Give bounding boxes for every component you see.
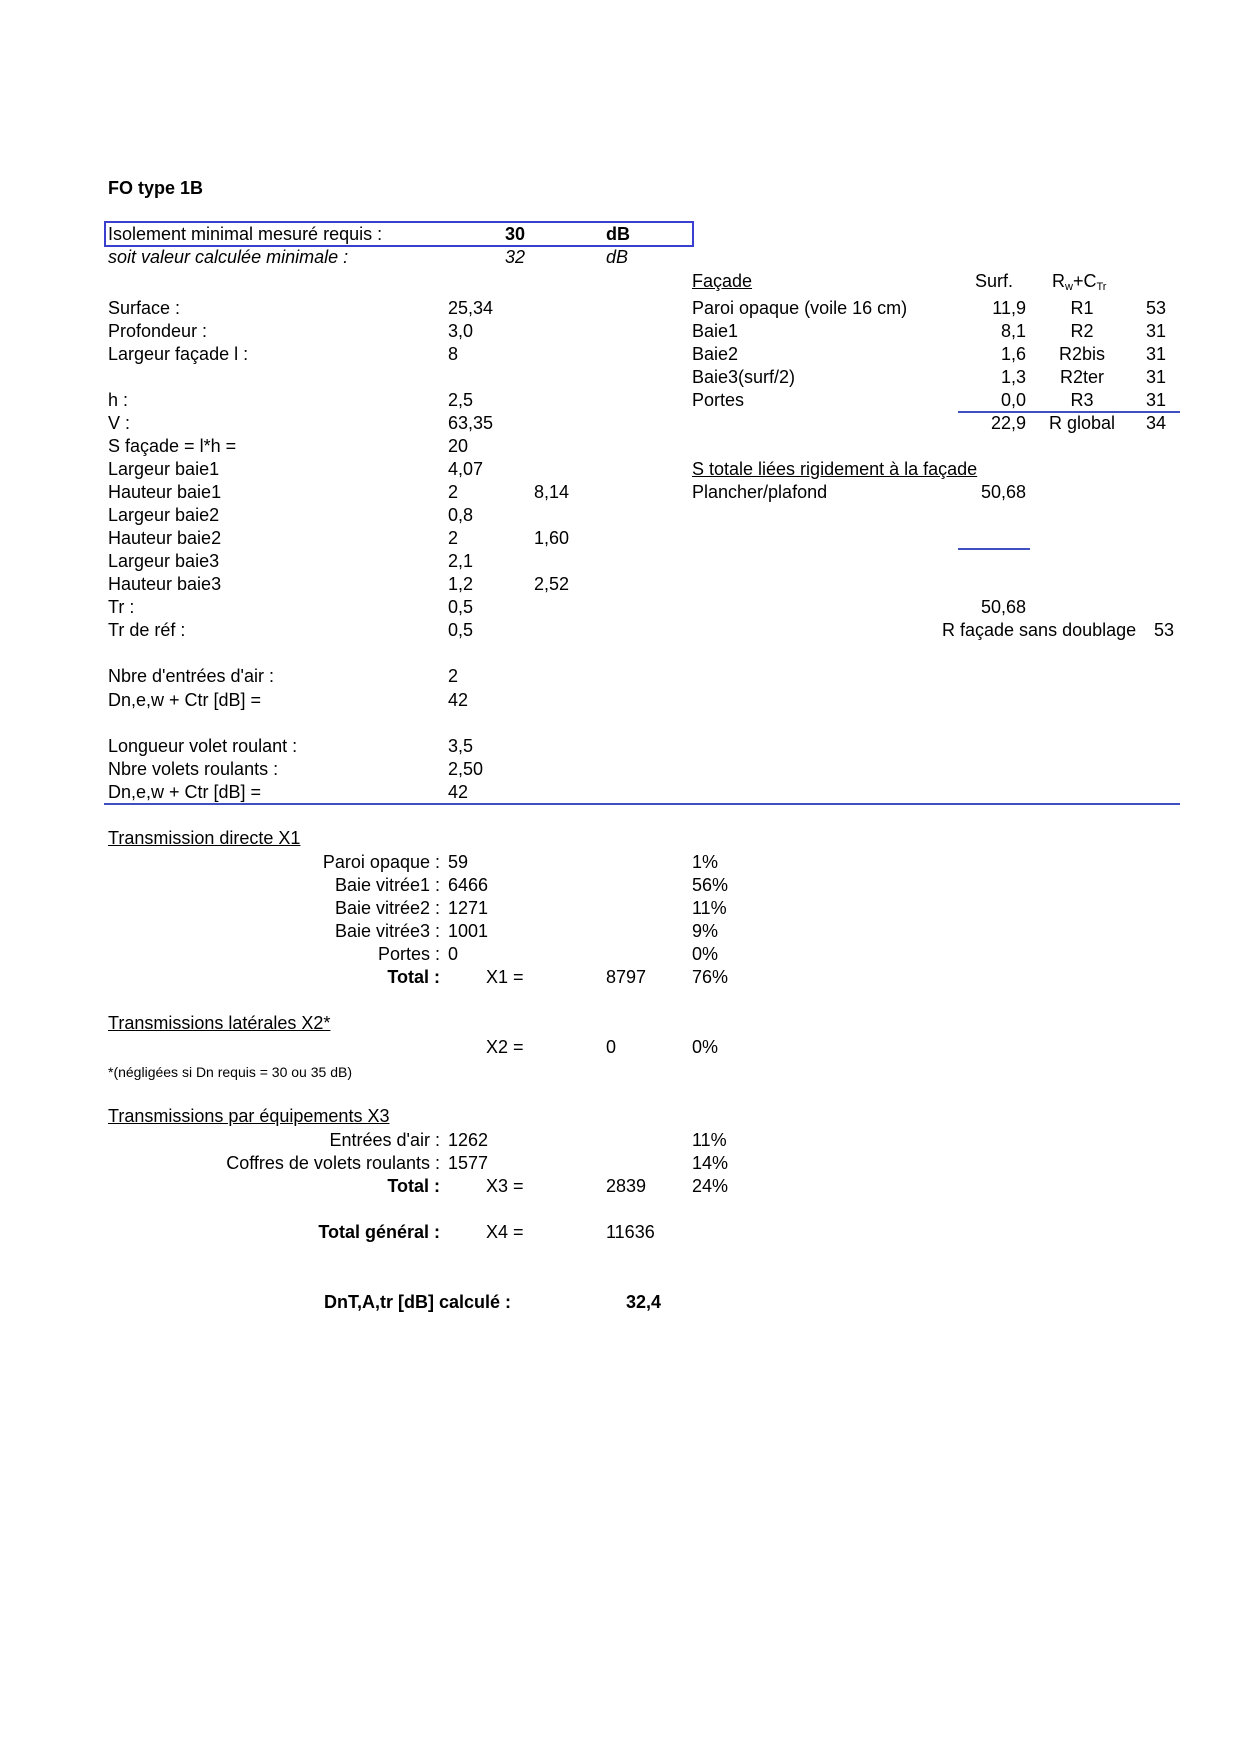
param-value: 20 xyxy=(448,436,469,456)
rigid-row-value: 50,68 xyxy=(980,482,1026,502)
facade-row-ref: R2 xyxy=(1070,321,1094,341)
section-divider xyxy=(104,803,1180,805)
param-label: Nbre volets roulants : xyxy=(108,759,279,779)
x2-value: 0 xyxy=(606,1037,617,1057)
x4-label: Total général : xyxy=(318,1222,440,1242)
facade-total-label: R global xyxy=(1048,413,1116,433)
param-label: V : xyxy=(108,413,131,433)
param-value: 0,5 xyxy=(448,620,474,640)
facade-row-name: Baie2 xyxy=(692,344,739,364)
x1-row-pct: 11% xyxy=(692,898,727,918)
param-extra: 2,52 xyxy=(534,574,570,594)
param-label: Hauteur baie1 xyxy=(108,482,222,502)
x1-row-pct: 56% xyxy=(692,875,729,895)
requirement-value: 30 xyxy=(504,224,526,244)
x1-pct: 76% xyxy=(692,967,729,987)
x1-row-value: 1001 xyxy=(448,921,489,941)
param-value: 4,07 xyxy=(448,459,484,479)
param-label: Largeur façade l : xyxy=(108,344,249,364)
x1-total: 8797 xyxy=(606,967,647,987)
x1-row-pct: 9% xyxy=(692,921,719,941)
param-label: Tr de réf : xyxy=(108,620,186,640)
facade-row-surf: 1,6 xyxy=(1000,344,1026,364)
x3-row-value: 1577 xyxy=(448,1153,489,1173)
x1-row-pct: 0% xyxy=(692,944,719,964)
facade-row-ref: R3 xyxy=(1070,390,1094,410)
x1-row-value: 6466 xyxy=(448,875,489,895)
calc-min-label: soit valeur calculée minimale : xyxy=(108,247,349,267)
x3-row-value: 1262 xyxy=(448,1130,489,1150)
param-value: 63,35 xyxy=(448,413,494,433)
param-label: Profondeur : xyxy=(108,321,208,341)
r-facade-value: 53 xyxy=(1153,620,1174,640)
facade-row-ref: R1 xyxy=(1070,298,1094,318)
facade-row-name: Baie1 xyxy=(692,321,739,341)
facade-row-name: Paroi opaque (voile 16 cm) xyxy=(692,298,908,318)
facade-total-surf: 22,9 xyxy=(990,413,1026,433)
param-value: 2,5 xyxy=(448,390,474,410)
param-label: Dn,e,w + Ctr [dB] = xyxy=(108,782,262,802)
param-value: 42 xyxy=(448,690,469,710)
param-label: Largeur baie3 xyxy=(108,551,220,571)
x2-note: *(négligées si Dn requis = 30 ou 35 dB) xyxy=(108,1064,352,1080)
x3-row-label: Coffres de volets roulants : xyxy=(226,1153,440,1173)
x1-row-pct: 1% xyxy=(692,852,719,872)
x3-var: X3 = xyxy=(486,1176,524,1196)
param-extra: 1,60 xyxy=(534,528,570,548)
x1-row-value: 1271 xyxy=(448,898,489,918)
param-label: Nbre d'entrées d'air : xyxy=(108,666,274,686)
x2-var: X2 = xyxy=(486,1037,524,1057)
x1-row-label: Portes : xyxy=(377,944,440,964)
x1-heading: Transmission directe X1 xyxy=(108,828,301,848)
facade-row-surf: 0,0 xyxy=(1000,390,1026,410)
param-value: 3,0 xyxy=(448,321,474,341)
x1-row-label: Baie vitrée1 : xyxy=(334,875,440,895)
calc-min-unit: dB xyxy=(606,247,629,267)
x2-heading: Transmissions latérales X2* xyxy=(108,1013,331,1033)
x1-var: X1 = xyxy=(486,967,524,987)
param-label: Hauteur baie3 xyxy=(108,574,222,594)
param-value: 0,5 xyxy=(448,597,474,617)
x3-row-label: Entrées d'air : xyxy=(329,1130,440,1150)
facade-col-r: $R_w+C_{Tr}$ xyxy=(1052,271,1107,293)
rigid-heading: S totale liées rigidement à la façade xyxy=(692,459,978,479)
x1-row-label: Paroi opaque : xyxy=(322,852,440,872)
x3-pct: 24% xyxy=(692,1176,729,1196)
r-facade-label: R façade sans doublage xyxy=(942,620,1137,640)
x1-row-value: 59 xyxy=(448,852,469,872)
param-extra: 8,14 xyxy=(534,482,570,502)
param-label: Longueur volet roulant : xyxy=(108,736,298,756)
result-value: 32,4 xyxy=(626,1292,662,1312)
facade-heading: Façade xyxy=(692,271,753,291)
facade-row-val: 31 xyxy=(1145,321,1166,341)
x3-row-pct: 11% xyxy=(692,1130,727,1150)
x1-row-label: Baie vitrée3 : xyxy=(334,921,440,941)
x3-total: 2839 xyxy=(606,1176,647,1196)
param-value: 8 xyxy=(448,344,459,364)
facade-row-surf: 8,1 xyxy=(1000,321,1026,341)
calc-min-value: 32 xyxy=(504,247,526,267)
param-value: 42 xyxy=(448,782,469,802)
x2-pct: 0% xyxy=(692,1037,719,1057)
param-value: 2 xyxy=(448,666,459,686)
x3-heading: Transmissions par équipements X3 xyxy=(108,1106,390,1126)
facade-row-val: 53 xyxy=(1145,298,1166,318)
facade-row-name: Baie3(surf/2) xyxy=(692,367,796,387)
param-value: 25,34 xyxy=(448,298,494,318)
x4-value: 11636 xyxy=(606,1222,655,1242)
param-label: Dn,e,w + Ctr [dB] = xyxy=(108,690,262,710)
facade-row-ref: R2bis xyxy=(1058,344,1106,364)
facade-col-surf: Surf. xyxy=(975,271,1014,291)
facade-row-surf: 11,9 xyxy=(992,298,1026,318)
x4-var: X4 = xyxy=(486,1222,524,1242)
rigid-row-label: Plancher/plafond xyxy=(692,482,828,502)
param-label: h : xyxy=(108,390,129,410)
result-label: DnT,A,tr [dB] calculé : xyxy=(324,1292,512,1312)
param-value: 1,2 xyxy=(448,574,474,594)
facade-row-ref: R2ter xyxy=(1059,367,1104,387)
param-value: 2,50 xyxy=(448,759,484,779)
requirement-unit: dB xyxy=(606,224,630,244)
param-label: Largeur baie1 xyxy=(108,459,220,479)
param-label: Hauteur baie2 xyxy=(108,528,222,548)
x3-total-label: Total : xyxy=(387,1176,440,1196)
facade-row-name: Portes xyxy=(692,390,745,410)
param-label: S façade = l*h = xyxy=(108,436,237,456)
facade-row-val: 31 xyxy=(1145,390,1166,410)
facade-total-val: 34 xyxy=(1145,413,1166,433)
param-label: Largeur baie2 xyxy=(108,505,220,525)
rigid-total: 50,68 xyxy=(980,597,1026,617)
param-value: 3,5 xyxy=(448,736,474,756)
x1-total-label: Total : xyxy=(387,967,440,987)
x3-row-pct: 14% xyxy=(692,1153,729,1173)
param-value: 2 xyxy=(448,482,459,502)
facade-row-val: 31 xyxy=(1145,367,1166,387)
facade-row-val: 31 xyxy=(1145,344,1166,364)
param-label: Surface : xyxy=(108,298,181,318)
x1-row-value: 0 xyxy=(448,944,459,964)
x1-row-label: Baie vitrée2 : xyxy=(334,898,440,918)
requirement-label: Isolement minimal mesuré requis : xyxy=(108,224,383,244)
param-label: Tr : xyxy=(108,597,135,617)
param-value: 2 xyxy=(448,528,459,548)
facade-row-surf: 1,3 xyxy=(1000,367,1026,387)
page-title: FO type 1B xyxy=(108,178,204,198)
rigid-total-divider xyxy=(958,548,1030,550)
param-value: 2,1 xyxy=(448,551,474,571)
param-value: 0,8 xyxy=(448,505,474,525)
